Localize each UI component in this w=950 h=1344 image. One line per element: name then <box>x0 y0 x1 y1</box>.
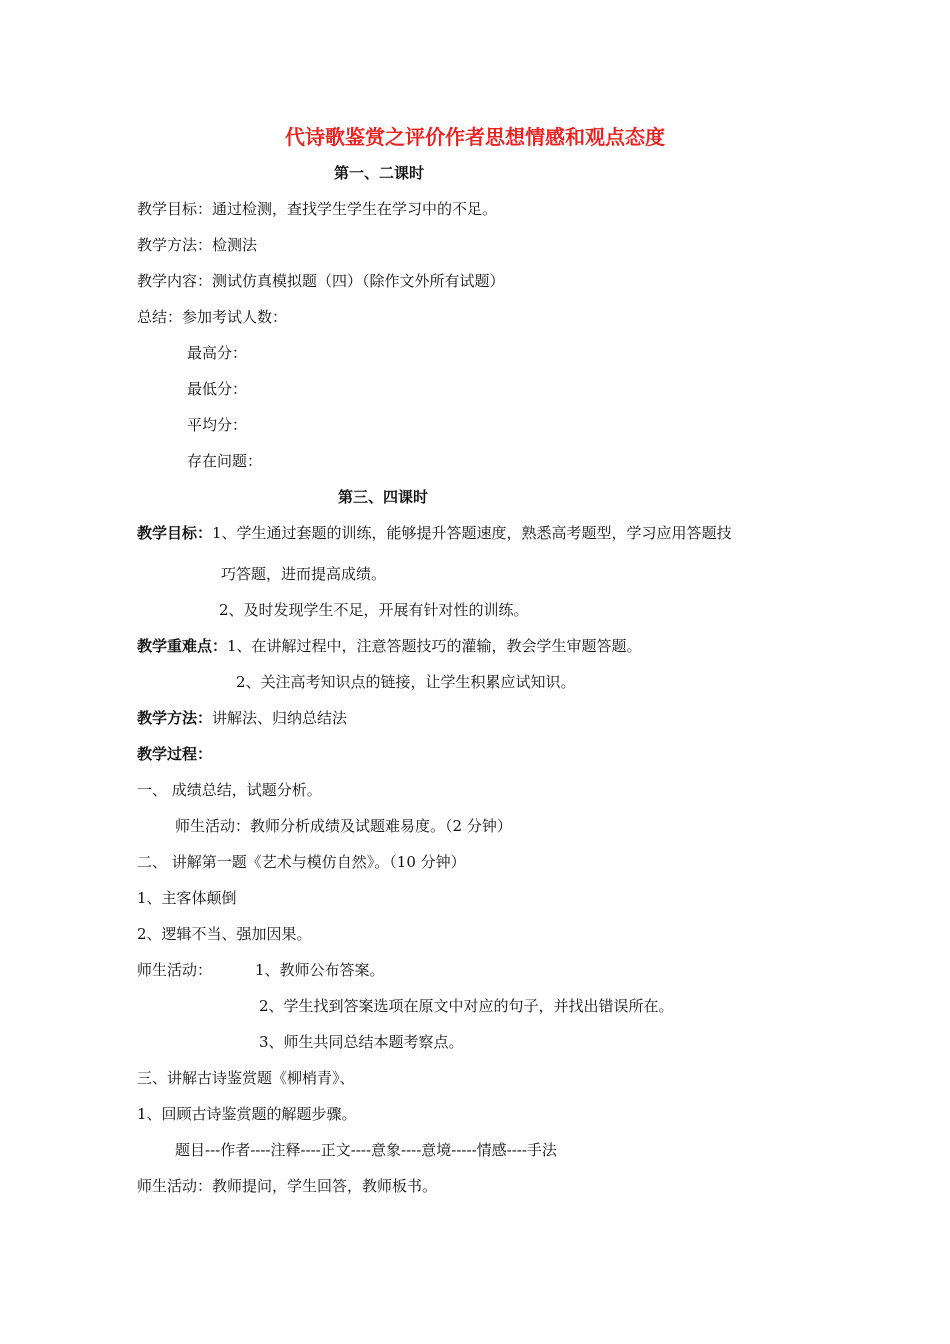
section2-goal-line1 <box>137 523 732 543</box>
step-1-activity: 师生活动：教师分析成绩及试题难易度。（2 分钟） <box>175 817 512 835</box>
existing-problems: 存在问题： <box>187 452 263 470</box>
section1-goal: 教学目标：通过检测，查找学生学生在学习中的不足。 <box>137 200 498 218</box>
activity-label: 师生活动： <box>137 961 213 979</box>
goal-item-1-cont: 巧答题，进而提高成绩。 <box>221 565 387 583</box>
point-1: 1、主客体颠倒 <box>137 889 237 907</box>
process-label: 教学过程： <box>137 745 213 763</box>
average-score: 平均分： <box>187 416 248 434</box>
section-heading-2: 第三、四课时 <box>338 488 429 506</box>
goal-label: 教学目标： <box>137 524 213 542</box>
activity-item-3: 3、师生共同总结本题考察点。 <box>259 1033 464 1051</box>
step-3: 三、讲解古诗鉴赏题《柳梢青》、 <box>137 1069 355 1087</box>
activity-item-2: 2、学生找到答案选项在原文中对应的句子，并找出错误所在。 <box>259 997 674 1015</box>
goal-item-1: 1、学生通过套题的训练，能够提升答题速度，熟悉高考题型，学习应用答题技 <box>212 524 732 542</box>
document-title: 代诗歌鉴赏之评价作者思想情感和观点态度 <box>285 125 665 149</box>
key-points-line1 <box>137 636 642 656</box>
section2-method <box>137 708 347 728</box>
final-activity: 师生活动：教师提问，学生回答，教师板书。 <box>137 1177 438 1195</box>
steps-chain: 题目---作者----注释----正文----意象----意境-----情感----手法 <box>175 1141 557 1159</box>
goal-item-2: 2、及时发现学生不足，开展有针对性的训练。 <box>219 601 529 619</box>
method-label: 教学方法： <box>137 709 213 727</box>
section-heading-1: 第一、二课时 <box>334 164 425 182</box>
key-label: 教学重难点： <box>137 637 228 655</box>
step-1: 一、 成绩总结，试题分析。 <box>137 781 322 799</box>
key-item-2: 2、关注高考知识点的链接，让学生积累应试知识。 <box>236 673 576 691</box>
review-steps: 1、回顾古诗鉴赏题的解题步骤。 <box>137 1105 357 1123</box>
lowest-score: 最低分： <box>187 380 248 398</box>
step-2: 二、 讲解第一题《艺术与模仿自然》。（10 分钟） <box>137 853 466 871</box>
section1-method: 教学方法：检测法 <box>137 236 258 254</box>
point-2: 2、逻辑不当、强加因果。 <box>137 925 312 943</box>
key-item-1: 1、在讲解过程中，注意答题技巧的灌输，教会学生审题答题。 <box>227 637 642 655</box>
highest-score: 最高分： <box>187 344 248 362</box>
section1-content: 教学内容：测试仿真模拟题（四）（除作文外所有试题） <box>137 272 505 290</box>
section1-summary: 总结：参加考试人数： <box>137 308 288 326</box>
activity-item-1: 1、教师公布答案。 <box>255 961 385 979</box>
method-value: 讲解法、归纳总结法 <box>212 709 348 727</box>
